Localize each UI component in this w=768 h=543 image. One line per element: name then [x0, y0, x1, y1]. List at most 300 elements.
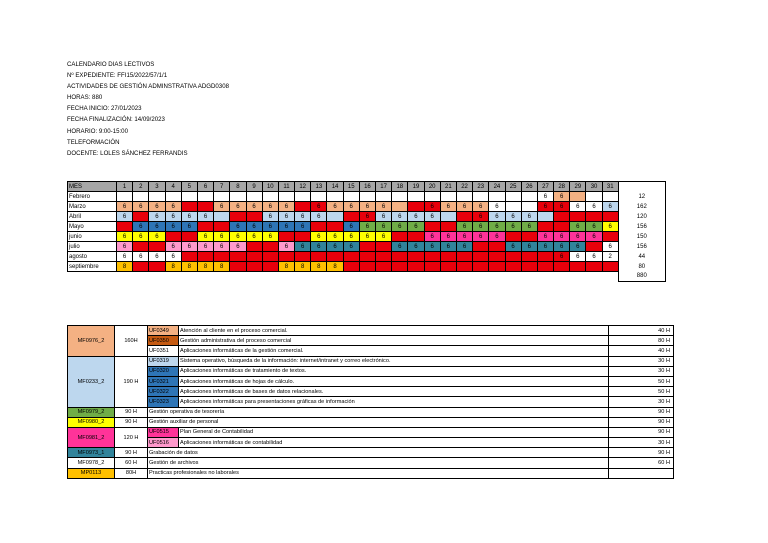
day-cell [408, 262, 424, 272]
day-cell: 6 [327, 232, 343, 242]
day-cell: 6 [586, 202, 602, 212]
day-cell [440, 262, 456, 272]
day-cell: 6 [440, 242, 456, 252]
day-cell: 6 [473, 222, 489, 232]
day-cell [181, 192, 197, 202]
day-cell: 6 [230, 202, 246, 212]
month-name: septiembre [68, 262, 117, 272]
day-cell: 6 [327, 242, 343, 252]
day-cell [295, 232, 311, 242]
day-cell [376, 192, 392, 202]
header-day: 8 [230, 182, 246, 192]
day-cell: 6 [392, 222, 408, 232]
day-cell: 6 [311, 202, 327, 212]
day-cell: 6 [586, 232, 602, 242]
header-line: DOCENTE: LOLES SÁNCHEZ FERRANDIS [67, 149, 188, 157]
day-cell: 2 [602, 252, 618, 262]
header-day: 21 [440, 182, 456, 192]
day-cell: 6 [505, 212, 521, 222]
day-cell [295, 252, 311, 262]
module-row [68, 458, 674, 468]
day-cell [197, 202, 213, 212]
month-name: julio [68, 242, 117, 252]
unit-description: Plan General de Contabilidad [179, 427, 609, 437]
day-cell [262, 242, 278, 252]
day-cell [278, 192, 294, 202]
day-cell [586, 212, 602, 222]
calendar-table [67, 181, 666, 282]
day-cell [214, 192, 230, 202]
day-cell: 6 [602, 202, 618, 212]
day-cell: 6 [554, 202, 570, 212]
unit-description: Atención al cliente en el proceso comercial. [179, 326, 609, 336]
day-cell: 6 [505, 242, 521, 252]
header-day: 26 [521, 182, 537, 192]
day-cell [246, 252, 262, 262]
day-cell [408, 252, 424, 262]
day-cell [327, 192, 343, 202]
day-cell [505, 252, 521, 262]
day-cell [440, 192, 456, 202]
unit-description: Aplicaciones informáticas para presentaciones gráficas de información [179, 397, 609, 407]
day-cell [311, 192, 327, 202]
month-total: 80 [618, 262, 665, 272]
day-cell [295, 192, 311, 202]
day-cell [392, 252, 408, 262]
day-cell: 6 [181, 222, 197, 232]
day-cell: 6 [262, 202, 278, 212]
header-day: 22 [456, 182, 472, 192]
day-cell: 6 [554, 252, 570, 262]
day-cell [505, 202, 521, 212]
day-cell [197, 192, 213, 202]
day-cell: 6 [521, 212, 537, 222]
day-cell [133, 212, 149, 222]
day-cell [424, 192, 440, 202]
day-cell: 6 [295, 212, 311, 222]
calendar-month-row [68, 202, 666, 212]
header-day: 11 [278, 182, 294, 192]
day-cell [554, 222, 570, 232]
day-cell: 6 [456, 202, 472, 212]
day-cell: 6 [456, 222, 472, 232]
month-name: junio [68, 232, 117, 242]
month-name: Febrero [68, 192, 117, 202]
module-row [68, 326, 674, 336]
day-cell: 6 [376, 212, 392, 222]
day-cell [602, 232, 618, 242]
month-total: 156 [618, 242, 665, 252]
day-cell [181, 232, 197, 242]
unit-code: UF0350 [148, 336, 179, 346]
day-cell: 6 [343, 222, 359, 232]
day-cell [262, 262, 278, 272]
day-cell: 6 [117, 202, 133, 212]
header-line: FECHA INICIO: 27/01/2023 [67, 105, 142, 113]
day-cell [246, 242, 262, 252]
day-cell: 6 [602, 222, 618, 232]
header-day: 14 [327, 182, 343, 192]
unit-description: Aplicaciones informáticas de tratamiento de textos. [179, 366, 609, 376]
day-cell: 6 [165, 242, 181, 252]
day-cell [392, 232, 408, 242]
header-day: 3 [149, 182, 165, 192]
day-cell: 6 [456, 242, 472, 252]
day-cell: 6 [133, 252, 149, 262]
day-cell: 6 [570, 242, 586, 252]
header-day: 29 [570, 182, 586, 192]
day-cell: 6 [343, 202, 359, 212]
day-cell [197, 252, 213, 262]
unit-description: Sistema operativo, búsqueda de la información: internet/intranet y correo electrónico. [179, 356, 609, 366]
header-line: HORAS: 880 [67, 94, 103, 102]
day-cell [133, 192, 149, 202]
header-line: Nº EXPEDIENTE: FFI15/2022/57/1/1 [67, 72, 168, 80]
day-cell: 6 [165, 252, 181, 262]
day-cell: 6 [359, 212, 375, 222]
day-cell: 6 [165, 222, 181, 232]
day-cell: 6 [246, 202, 262, 212]
day-cell [570, 192, 586, 202]
day-cell [586, 262, 602, 272]
day-cell: 6 [554, 242, 570, 252]
module-description: Gestión operativa de tesorería [148, 407, 609, 417]
header-day: 4 [165, 182, 181, 192]
header-line: HORARIO: 9:00-15:00 [67, 127, 128, 135]
unit-code: UF0516 [148, 438, 179, 448]
module-description: Grabación de datos [148, 448, 609, 458]
day-cell: 8 [311, 262, 327, 272]
month-name: Mayo [68, 222, 117, 232]
month-total: 44 [618, 252, 665, 262]
month-name: Marzo [68, 202, 117, 212]
day-cell [327, 252, 343, 262]
module-hours: 60 H [115, 458, 148, 468]
day-cell: 6 [197, 212, 213, 222]
unit-description: Aplicaciones informáticas de bases de datos relacionales. [179, 387, 609, 397]
module-row [68, 336, 674, 346]
day-cell: 6 [117, 252, 133, 262]
day-cell: 6 [278, 202, 294, 212]
day-cell: 6 [586, 252, 602, 262]
day-cell [440, 222, 456, 232]
unit-code: UF0323 [148, 397, 179, 407]
day-cell [343, 252, 359, 262]
day-cell [473, 262, 489, 272]
day-cell [424, 252, 440, 262]
day-cell: 6 [165, 212, 181, 222]
day-cell [537, 252, 553, 262]
unit-code: UF0322 [148, 387, 179, 397]
day-cell: 6 [343, 242, 359, 252]
header-day: 24 [489, 182, 505, 192]
day-cell [149, 242, 165, 252]
day-cell: 6 [230, 232, 246, 242]
day-cell: 6 [473, 212, 489, 222]
module-hours: 190 H [115, 356, 148, 407]
day-cell: 6 [376, 222, 392, 232]
day-cell [117, 192, 133, 202]
day-cell: 6 [295, 222, 311, 232]
unit-code: UF0515 [148, 427, 179, 437]
day-cell: 8 [295, 262, 311, 272]
header-day: 9 [246, 182, 262, 192]
day-cell [133, 262, 149, 272]
day-cell [311, 222, 327, 232]
day-cell [521, 232, 537, 242]
day-cell [521, 252, 537, 262]
day-cell: 6 [489, 222, 505, 232]
day-cell [586, 242, 602, 252]
unit-description: Aplicaciones informáticas de la gestión comercial. [179, 346, 609, 356]
day-cell: 6 [440, 232, 456, 242]
unit-code: UF0349 [148, 326, 179, 336]
module-row [68, 356, 674, 366]
day-cell: 6 [424, 202, 440, 212]
header-day: 1 [117, 182, 133, 192]
day-cell [230, 262, 246, 272]
day-cell: 6 [359, 232, 375, 242]
day-cell: 6 [554, 232, 570, 242]
day-cell: 6 [311, 212, 327, 222]
day-cell: 8 [181, 262, 197, 272]
module-hours: 80H [115, 468, 148, 478]
day-cell [327, 222, 343, 232]
day-cell: 6 [165, 202, 181, 212]
day-cell [570, 212, 586, 222]
day-cell [602, 192, 618, 202]
day-cell [197, 222, 213, 232]
day-cell [376, 262, 392, 272]
day-cell: 6 [278, 242, 294, 252]
day-cell: 6 [424, 242, 440, 252]
day-cell [602, 262, 618, 272]
day-cell: 8 [327, 262, 343, 272]
module-row [68, 387, 674, 397]
day-cell [505, 192, 521, 202]
module-hours: 120 H [115, 427, 148, 447]
day-cell [489, 192, 505, 202]
day-cell: 6 [537, 232, 553, 242]
day-cell: 6 [473, 232, 489, 242]
header-day: 13 [311, 182, 327, 192]
day-cell [473, 242, 489, 252]
day-cell [408, 202, 424, 212]
day-cell: 6 [570, 232, 586, 242]
day-cell [392, 202, 408, 212]
day-cell [521, 192, 537, 202]
day-cell: 6 [359, 202, 375, 212]
day-cell [376, 252, 392, 262]
month-total: 162 [618, 202, 665, 212]
day-cell: 6 [392, 242, 408, 252]
day-cell [214, 222, 230, 232]
day-cell [359, 192, 375, 202]
day-cell [246, 262, 262, 272]
unit-hours: 80 H [609, 336, 674, 346]
module-code: MF0979_2 [68, 407, 115, 417]
day-cell: 8 [214, 262, 230, 272]
day-cell [537, 212, 553, 222]
day-cell: 6 [133, 202, 149, 212]
module-total-hours: 60 H [609, 458, 674, 468]
day-cell: 6 [505, 222, 521, 232]
day-cell: 6 [376, 202, 392, 212]
calendar-month-row [68, 232, 666, 242]
header-day: 16 [359, 182, 375, 192]
calendar-month-row [68, 212, 666, 222]
day-cell [149, 262, 165, 272]
header-day: 12 [295, 182, 311, 192]
day-cell [295, 202, 311, 212]
day-cell [278, 232, 294, 242]
day-cell: 6 [537, 202, 553, 212]
day-cell: 6 [262, 222, 278, 232]
day-cell: 6 [230, 242, 246, 252]
module-description: Practicas profesionales no laborales [148, 468, 609, 478]
day-cell [473, 252, 489, 262]
day-cell [456, 252, 472, 262]
day-cell [489, 242, 505, 252]
module-code: MP0113 [68, 468, 115, 478]
day-cell: 6 [586, 222, 602, 232]
module-code: MF0973_1 [68, 448, 115, 458]
day-cell: 6 [278, 212, 294, 222]
day-cell [505, 262, 521, 272]
module-total-hours: 90 H [609, 407, 674, 417]
day-cell [408, 232, 424, 242]
calendar-month-row [68, 192, 666, 202]
day-cell [230, 212, 246, 222]
day-cell [359, 242, 375, 252]
day-cell [230, 192, 246, 202]
unit-hours: 30 H [609, 356, 674, 366]
month-total: 120 [618, 212, 665, 222]
month-total: 150 [618, 232, 665, 242]
day-cell: 6 [246, 232, 262, 242]
header-line: ACTIVIDADES DE GESTIÓN ADMINSTRATIVA ADGD0308 [67, 83, 229, 91]
day-cell: 6 [570, 222, 586, 232]
day-cell [359, 252, 375, 262]
day-cell: 6 [117, 242, 133, 252]
day-cell [489, 252, 505, 262]
day-cell: 6 [376, 232, 392, 242]
day-cell: 6 [537, 242, 553, 252]
day-cell [424, 262, 440, 272]
day-cell: 6 [602, 242, 618, 252]
header-day: 28 [554, 182, 570, 192]
header-day: 31 [602, 182, 618, 192]
header-day: 10 [262, 182, 278, 192]
module-hours: 90 H [115, 448, 148, 458]
day-cell: 6 [570, 252, 586, 262]
unit-code: UF0351 [148, 346, 179, 356]
day-cell [311, 252, 327, 262]
day-cell: 8 [165, 262, 181, 272]
day-cell: 6 [262, 232, 278, 242]
month-name: agosto [68, 252, 117, 262]
day-cell: 6 [311, 232, 327, 242]
day-cell [424, 222, 440, 232]
day-cell: 6 [278, 222, 294, 232]
day-cell [554, 262, 570, 272]
day-cell: 6 [408, 242, 424, 252]
day-cell: 6 [521, 242, 537, 252]
module-code: MF0981_2 [68, 427, 115, 447]
header-day: 19 [408, 182, 424, 192]
day-cell [181, 252, 197, 262]
day-cell [149, 192, 165, 202]
unit-description: Aplicaciones informáticas de contabilidad [179, 438, 609, 448]
unit-hours: 30 H [609, 438, 674, 448]
day-cell: 6 [521, 222, 537, 232]
day-cell: 6 [295, 242, 311, 252]
day-cell: 6 [408, 222, 424, 232]
day-cell: 6 [149, 212, 165, 222]
day-cell [359, 262, 375, 272]
day-cell [278, 252, 294, 262]
unit-hours: 40 H [609, 346, 674, 356]
day-cell: 6 [149, 222, 165, 232]
grand-total: 880 [618, 272, 665, 282]
day-cell [165, 192, 181, 202]
module-row [68, 376, 674, 386]
day-cell: 6 [537, 192, 553, 202]
day-cell: 6 [197, 242, 213, 252]
day-cell [440, 252, 456, 262]
day-cell: 6 [117, 212, 133, 222]
day-cell [214, 252, 230, 262]
day-cell [262, 192, 278, 202]
day-cell: 8 [278, 262, 294, 272]
day-cell [602, 212, 618, 222]
header-day: 7 [214, 182, 230, 192]
day-cell: 6 [554, 192, 570, 202]
module-code: MF0233_2 [68, 356, 115, 407]
header-line: CALENDARIO DIAS LECTIVOS [67, 61, 155, 68]
day-cell: 6 [214, 232, 230, 242]
module-hours: 90 H [115, 407, 148, 417]
day-cell: 6 [359, 222, 375, 232]
day-cell [489, 262, 505, 272]
day-cell: 6 [424, 212, 440, 222]
day-cell [343, 262, 359, 272]
calendar-month-row [68, 252, 666, 262]
day-cell: 6 [311, 242, 327, 252]
day-cell [246, 192, 262, 202]
module-row [68, 427, 674, 437]
day-cell [392, 192, 408, 202]
day-cell: 6 [149, 252, 165, 262]
day-cell [408, 192, 424, 202]
header-day: 27 [537, 182, 553, 192]
module-code: MF0978_2 [68, 458, 115, 468]
unit-code: UF0319 [148, 356, 179, 366]
calendar-month-row [68, 222, 666, 232]
unit-hours: 50 H [609, 376, 674, 386]
document-header [67, 59, 229, 159]
day-cell: 6 [327, 202, 343, 212]
day-cell: 6 [473, 202, 489, 212]
day-cell: 6 [214, 202, 230, 212]
unit-hours: 30 H [609, 366, 674, 376]
day-cell [262, 252, 278, 262]
day-cell: 6 [230, 222, 246, 232]
spacer [68, 272, 619, 282]
unit-hours: 40 H [609, 326, 674, 336]
module-row [68, 448, 674, 458]
header-day: 30 [586, 182, 602, 192]
